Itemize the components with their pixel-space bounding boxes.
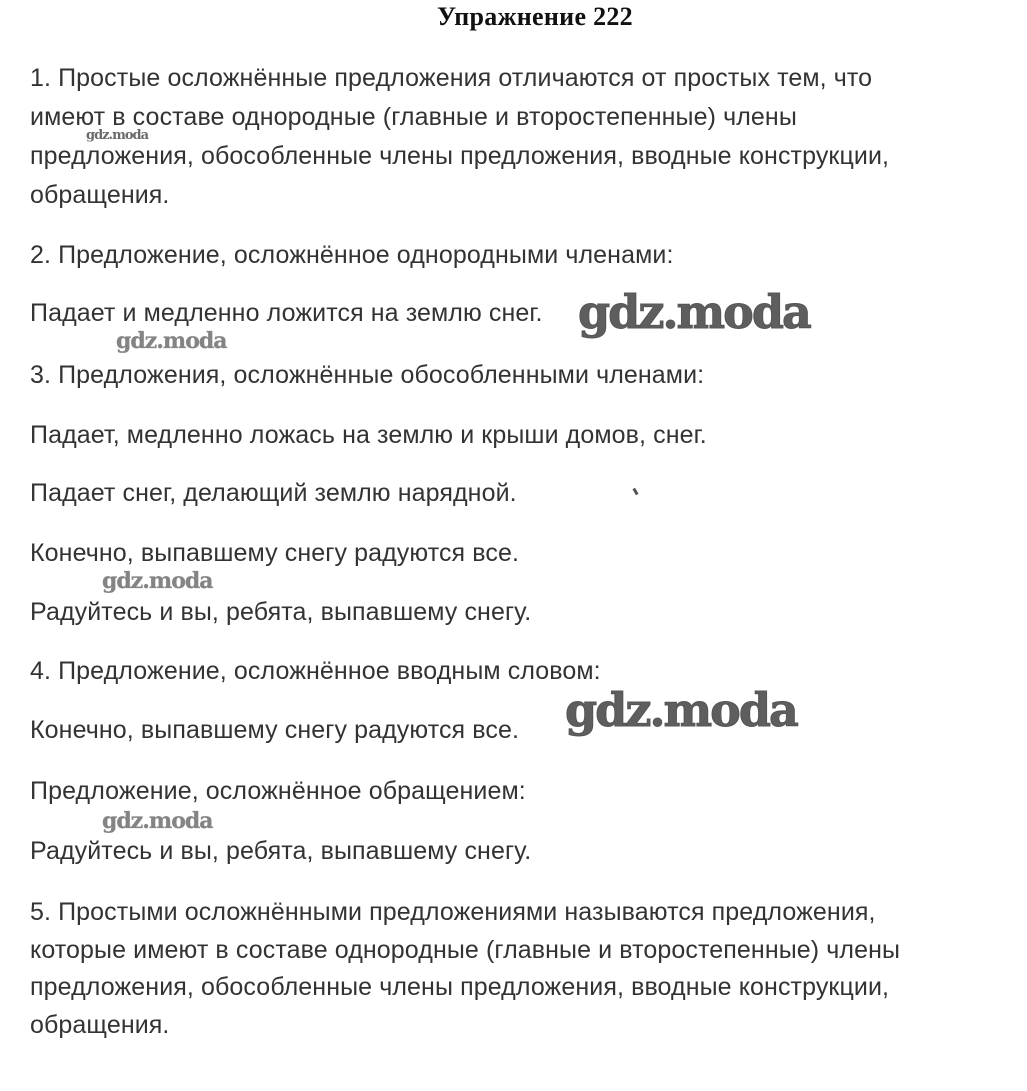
answer-3-example-4: Радуйтесь и вы, ребята, выпавшему снегу. [30, 598, 532, 626]
watermark-large-2: gdz.moda [565, 683, 797, 737]
answer-3-heading: 3. Предложения, осложнённые обособленными членами: [30, 361, 705, 389]
answer-4-example-2: Радуйтесь и вы, ребята, выпавшему снегу. [30, 837, 532, 865]
watermark-large-1: gdz.moda [578, 285, 810, 339]
answer-3-example-2: Падает снег, делающий землю нарядной. [30, 479, 517, 507]
exercise-title: Упражнение 222 [437, 2, 633, 31]
answer-1-line-4: обращения. [30, 181, 170, 209]
scan-speck [632, 488, 638, 496]
answer-5-line-1: 5. Простыми осложнёнными предложениями называются предложения, [30, 898, 876, 926]
answer-4-heading: 4. Предложение, осложнённое вводным словом: [30, 657, 601, 685]
answer-4-example-1: Конечно, выпавшему снегу радуются все. [30, 716, 519, 744]
answer-5-line-3: предложения, обособленные члены предложения, вводные конструкции, [30, 973, 890, 1001]
watermark-small-2: gdz.moda [102, 568, 213, 594]
answer-3-example-1: Падает, медленно ложась на землю и крыши домов, снег. [30, 421, 707, 449]
answer-1-line-3: предложения, обособленные члены предложения, вводные конструкции, [30, 142, 890, 170]
answer-3-example-3: Конечно, выпавшему снегу радуются все. [30, 539, 519, 567]
watermark-tiny: gdz.moda [86, 128, 149, 143]
answer-2-example: Падает и медленно ложится на землю снег. [30, 299, 543, 327]
answer-2-heading: 2. Предложение, осложнённое однородными членами: [30, 241, 674, 269]
answer-5-line-2: которые имеют в составе однородные (главные и второстепенные) члены [30, 936, 901, 964]
answer-5-line-4: обращения. [30, 1011, 170, 1039]
watermark-small-1: gdz.moda [116, 328, 227, 354]
answer-4-subheading: Предложение, осложнённое обращением: [30, 777, 526, 805]
answer-1-line-2: имеют в составе однородные (главные и второстепенные) члены [30, 103, 797, 131]
answer-1-line-1: 1. Простые осложнённые предложения отличаются от простых тем, что [30, 64, 873, 92]
watermark-small-3: gdz.moda [102, 808, 213, 834]
